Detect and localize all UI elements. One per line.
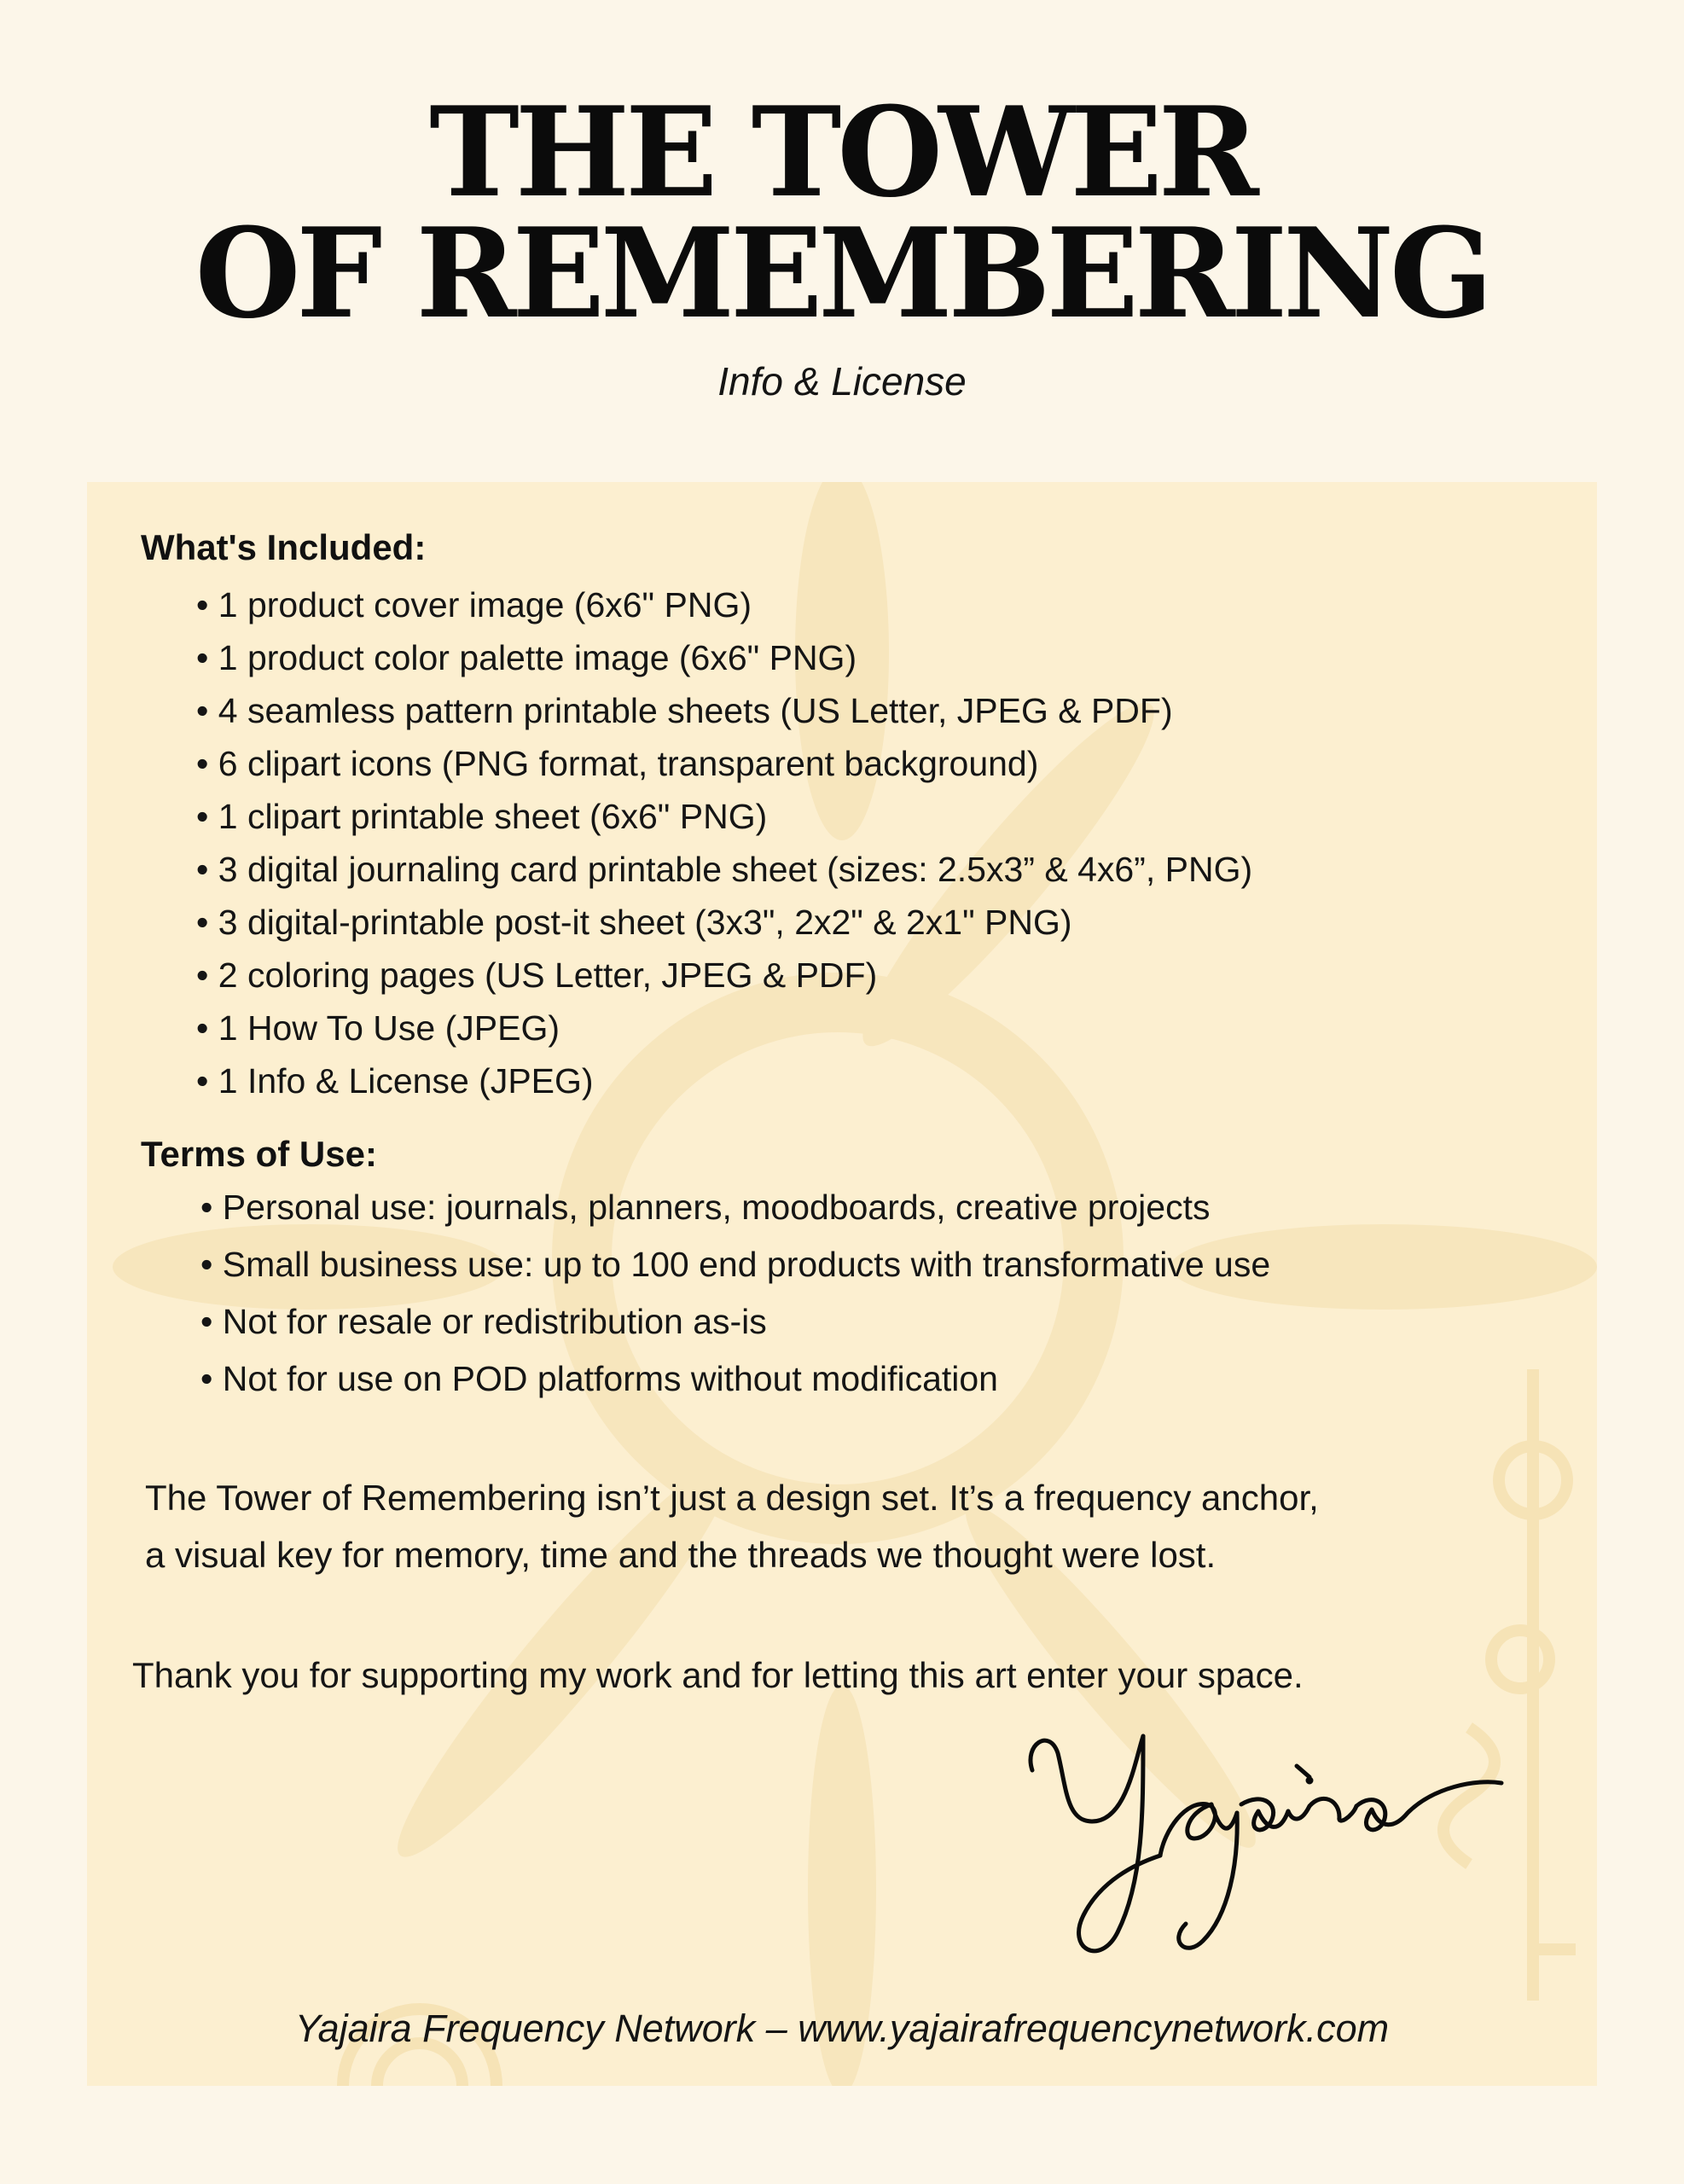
list-item: • Not for resale or redistribution as-is xyxy=(200,1302,767,1341)
list-item: • 3 digital-printable post-it sheet (3x3", 2x2" & 2x1" PNG) xyxy=(196,903,1072,942)
list-item: • 4 seamless pattern printable sheets (US Letter, JPEG & PDF) xyxy=(196,691,1173,730)
list-item: • Not for use on POD platforms without modification xyxy=(200,1359,998,1398)
description-paragraph xyxy=(145,1469,1319,1583)
list-item: • 2 coloring pages (US Letter, JPEG & PDF) xyxy=(196,956,878,995)
list-item: • 1 product color palette image (6x6" PNG) xyxy=(196,638,857,677)
thank-you-text: Thank you for supporting my work and for letting this art enter your space. xyxy=(132,1655,1304,1695)
list-item: • 3 digital journaling card printable sheet (sizes: 2.5x3” & 4x6”, PNG) xyxy=(196,850,1253,889)
page-subtitle: Info & License xyxy=(717,359,967,404)
list-item: • Personal use: journals, planners, moodboards, creative projects xyxy=(200,1188,1211,1227)
signature-icon xyxy=(1015,1711,1527,1966)
page-title xyxy=(0,80,1684,346)
terms-heading: Terms of Use: xyxy=(141,1134,377,1174)
list-item: • 1 clipart printable sheet (6x6" PNG) xyxy=(196,797,768,836)
whats-included-heading: What's Included: xyxy=(141,527,427,567)
list-item: • 1 How To Use (JPEG) xyxy=(196,1008,560,1048)
terms-list xyxy=(200,1179,1270,1408)
description-line-2: a visual key for memory, time and the threads we thought were lost. xyxy=(145,1535,1217,1575)
description-line-1: The Tower of Remembering isn’t just a design set. It’s a frequency anchor, xyxy=(145,1478,1319,1518)
list-item: • 1 product cover image (6x6" PNG) xyxy=(196,585,752,624)
footer-text: Yajaira Frequency Network – www.yajairafrequencynetwork.com xyxy=(294,2007,1390,2050)
list-item: • 6 clipart icons (PNG format, transparent background) xyxy=(196,744,1039,783)
title-line-1: THE TOWER xyxy=(429,80,1255,225)
list-item: • 1 Info & License (JPEG) xyxy=(196,1061,594,1101)
list-item: • Small business use: up to 100 end products with transformative use xyxy=(200,1245,1271,1284)
included-list xyxy=(196,578,1252,1107)
title-line-2: OF REMEMBERING xyxy=(195,201,1489,346)
